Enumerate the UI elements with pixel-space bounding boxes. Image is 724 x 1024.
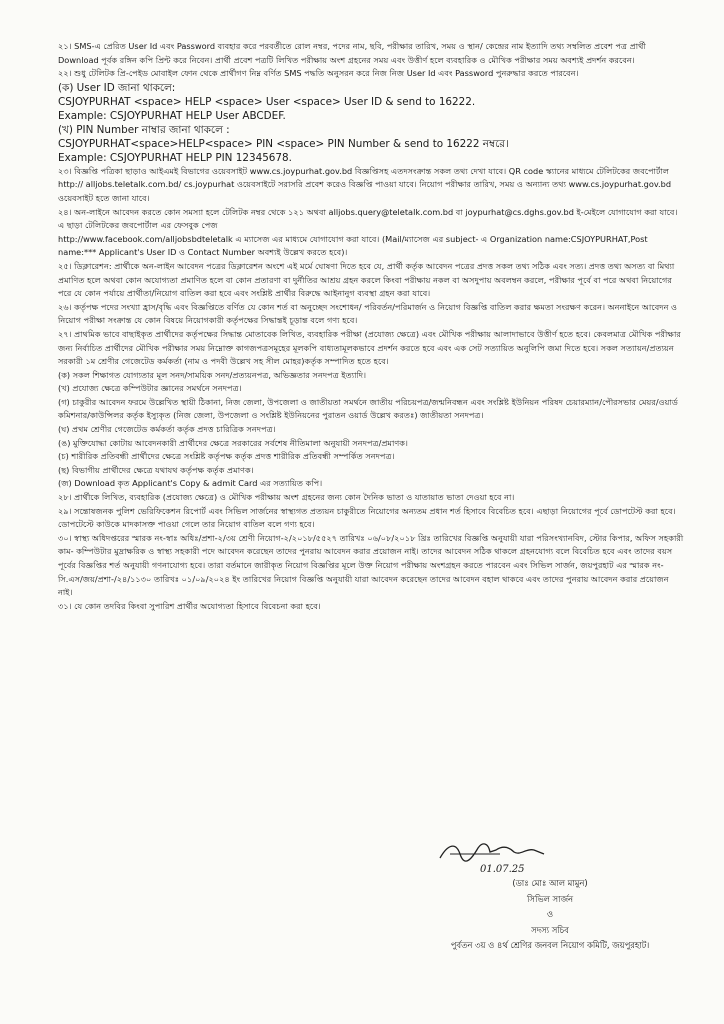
- user-id-heading: (ক) User ID জানা থাকলে:: [58, 81, 176, 94]
- doc-item-ga: (গ) চাকুরীর আবেদন ফরমে উল্লেখিত স্থায়ী ঠিকানা, নিজ জেলা, উপজেলা ও জাতীয়তা সমর্থনে জাতীয় পরিচয়পত্র/জন্মনিবন্ধন এবং সংশ্লিষ্ট ইউনিয়ন পরিষদ চেয়ারম্যান/পৌরসভার মেয়র/ওয়ার্ড কমিশনার/কাউন্সিলর কর্তৃক ইস্যুকৃত (নিজ জেলা, উপজেলা ও সংশ্লিষ্ট ইউনিয়নের পুরাতন ওয়ার্ড উল্লেখ করতঃ) জাতীয়তা সনদপত্র।: [58, 396, 678, 421]
- doc-item-uma: (ঙ) মুক্তিযোদ্ধা কোটায় আবেদনকারী প্রার্থীদের ক্ষেত্রে সরকারের সর্বশেষ নীতিমালা অনুযায়ী সনদপত্র/প্রমাণক।: [58, 437, 408, 448]
- document-body: [58, 40, 684, 613]
- doc-item-kha: (খ) প্রযোজ্য ক্ষেত্রে কম্পিউটার জ্ঞানের সমর্থনে সনদপত্র।: [58, 383, 242, 394]
- clause-25: ২৫। ডিক্লারেশন: প্রার্থীকে অন-লাইন আবেদন পত্রের ডিক্লারেশন অংশে এই মর্মে ঘোষণা দিতে হবে যে, প্রার্থী কর্তৃক আবেদন পত্রের প্রদত্ত সকল তথ্য সঠিক এবং সত্য। প্রদত্ত তথ্য অসত্য বা মিথ্যা প্রমাণিত হলে অথবা কোন অযোগ্যতা প্রমাণিত হলে বা কোন প্রতারণা বা দুর্নীতির আশ্রয় গ্রহন করলে কিংবা পরীক্ষায় নকল বা অসদুপায় অবলম্বন করলে, পরীক্ষার পূর্বে বা পরে অথবা নিয়োগের পরে যে কোন পর্যায়ে প্রার্থীতা/নিয়োগ বাতিল করা হবে এবং সংশ্লিষ্ট প্রার্থীর বিরুদ্ধে আইনানুগ ব্যবস্থা গ্রহন করা যাবে।: [58, 260, 675, 299]
- doc-item-gha: (ঘ) প্রথম শ্রেণীর গেজেটেড কর্মকর্তা কর্তৃক প্রদত্ত চারিত্রিক সনদপত্র।: [58, 424, 276, 435]
- clause-30: ৩০। স্বাস্থ্য অধিদপ্তরের স্মারক নং-স্বাঃ অধিঃ/প্রশা-২/৩য় শ্রেণী নিয়োগ-২/২০১৮/৫৫২৭ তারিখঃ ০৬/০৮/২০১৮ খ্রিঃ তারিখের বিজ্ঞপ্তি অনুযায়ী যারা পরিসংখ্যানবিদ, স্টোর কিপার, অফিস সহকারী কাম- কম্পিউটার মুদ্রাক্ষরিক ও স্বাস্থ্য সহকারী পদে আবেদন করেছেন তাদের পুনরায় আবেদন করার প্রয়োজন নাই। তাদের আবেদন সঠিক থাকলে গ্রহনযোগ্য বলে বিবেচিত হবে এবং তাদের বয়স পূর্বের বিজ্ঞপ্তির শর্ত অনুযায়ী গণনাযোগ্য হবে। তারা বর্তমানে জারীকৃত নিয়োগ বিজ্ঞপ্তির মূলে উক্ত নিয়োগ পরীক্ষায় অংশগ্রহন করতে পারবেন এবং সিভিল সার্জন, জয়পুরহাট এর স্মারক নং-সি.এস/জয়/প্রশা-/২৪/১১৩০ তারিখঃ ০১/০৯/২০২৪ ইং তারিখের নিয়োগ বিজ্ঞপ্তি অনুযায়ী যারা আবেদন করেছেন তাদের আবেদন বহাল থাকবে এবং তাদের পুনরায় আবেদন করার প্রয়োজন নাই।: [58, 532, 684, 598]
- clause-24-facebook: http://www.facebook.com/alljobsbdteletalk এ ম্যাসেজ এর মাধ্যমে যোগাযোগ করা যাবে। (Mail/ম্যাসেজ এর subject- এ Organization name:CSJOYPURHAT,Post name:*** Applicant's User ID ও Contact Number অবশ্যই উল্লেখ করতে হবে)।: [58, 233, 648, 258]
- clause-27: ২৭। প্রাথমিক ভাবে বাছাইকৃত প্রার্থীদের কর্তৃপক্ষের সিদ্ধান্ত মোতাবেক লিখিত, ব্যবহারিক পরীক্ষা (প্রযোজ্য ক্ষেত্রে) এবং মৌখিক পরীক্ষায় আলাদাভাবে উত্তীর্ণ হতে হবে। কেবলমাত্র মৌখিক পরীক্ষার জন্য নির্বাচিত প্রার্থীদের মৌখিক পরীক্ষার সময় নিম্নোক্ত কাগজপত্রসমূহের মূলকপি বাধ্যতামূলকভাবে প্রদর্শন করতে হবে এবং এক সেট সত্যায়িত অনুলিপি জমা দিতে হবে। সকল সত্যায়ন/প্রত্যয়ন সরকারী ১ম শ্রেণীর গেজেটেড কর্মকর্তা (নাম ও পদবী উল্লেখ সহ সীল মোহর)কর্তৃক সম্পাদিত হতে হবে।: [58, 328, 681, 367]
- signature-date: 01.07.25: [480, 864, 525, 875]
- signatory-and: ও: [546, 909, 554, 919]
- clause-24: ২৪। অন-লাইনে আবেদন করতে কোন সমস্যা হলে টেলিটক নম্বর থেকে ১২১ অথবা alljobs.query@teletalk.com.bd বা joypurhat@cs.dghs.gov.bd ই-মেইলে যোগাযোগ করা যাবে। এ ছাড়া টেলিটকের জবপোর্টাল এর ফেসবুক পেজ: [58, 206, 678, 231]
- pin-example: Example: CSJOYPURHAT HELP PIN 12345678.: [58, 151, 292, 164]
- signatory-role: সদস্য সচিব: [531, 924, 569, 935]
- pin-command: CSJOYPURHAT<space>HELP<space> PIN <space> PIN Number & send to 16222 নম্বরে।: [58, 137, 509, 150]
- clause-22: ২২। শুধু টেলিটক প্রি-পেইড মোবাইল ফোন থেকে প্রার্থীগণ নিম্ন বর্ণিত SMS পদ্ধতি অনুসরন করে নিজ নিজ User Id এবং Password পুনরুদ্ধার করতে পারবেন।: [58, 68, 579, 79]
- user-id-command: CSJOYPURHAT <space> HELP <space> User <space> User ID & send to 16222.: [58, 95, 476, 108]
- signatory-name: (ডাঃ মোঃ আল মামুন): [512, 878, 588, 888]
- clause-31: ৩১। যে কোন তদবির কিংবা সুপারিশ প্রার্থীর অযোগ্যতা হিসাবে বিবেচনা করা হবে।: [58, 600, 321, 611]
- clause-21: ২১। SMS-এ প্রেরিত User Id এবং Password ব্যবহার করে পরবর্তীতে রোল নম্বর, পদের নাম, ছবি, পরীক্ষার তারিখ, সময় ও স্থান/ কেন্দ্রের নাম ইত্যাদি তথ্য সম্বলিত প্রবেশ পত্র প্রার্থী Download পূর্বক রঙ্গিন কপি প্রিন্ট করে নিবেন। প্রার্থী প্রবেশ পত্রটি লিখিত পরীক্ষায় অংশ গ্রহনের সময় এবং উত্তীর্ণ হলে ব্যবহারিক ও মৌখিক পরীক্ষার সময় অবশ্যই প্রদর্শন করবেন।: [58, 41, 646, 65]
- pin-heading: (খ) PIN Number নাম্বার জানা থাকলে :: [58, 123, 230, 136]
- doc-item-cha: (চ) শারীরিক প্রতিবন্ধী প্রার্থীদের ক্ষেত্রে সংশ্লিষ্ট কর্তৃপক্ষ কর্তৃক প্রদত্ত শারীরিক প্রতিবন্ধী সম্পর্কিত সনদপত্র।: [58, 451, 395, 462]
- doc-item-ja: (জ) Download কৃত Applicant's Copy & admit Card এর সত্যায়িত কপি।: [58, 478, 323, 489]
- clause-28: ২৮। প্রার্থীকে লিখিত, ব্যবহারিক (প্রযোজ্য ক্ষেত্রে) ও মৌখিক পরীক্ষায় অংশ গ্রহনের জন্য কোন দৈনিক ভাতা ও যাতায়াত ভাতা দেওয়া হবে না।: [58, 492, 515, 503]
- doc-item-chha: (ছ) বিভাগীয় প্রার্থীদের ক্ষেত্রে যথাযথ কর্তৃপক্ষ কর্তৃক প্রমাণক।: [58, 464, 254, 475]
- doc-item-ka: (ক) সকল শিক্ষাগত যোগ্যতার মূল সনদ/সাময়িক সনদ/প্রত্যয়নপত্র, অভিজ্ঞতার সনদপত্র ইত্যাদি।: [58, 369, 367, 380]
- clause-29: ২৯। সন্তোষজনক পুলিশ ভেরিফিকেশন রিপোর্ট এবং সিভিল সার্জনের স্বাস্থ্যগত প্রত্যয়ন চাকুরীতে নিয়োগের অন্যতম প্রধান শর্ত হিসাবে বিবেচিত হবে। এছাড়া নিয়োগের পূর্বে ডোপটেস্ট করা হবে। ডোপটেস্টে কাউকে মাদকাসক্ত পাওয়া গেলে তার নিয়োগ বাতিল বলে গণ্য হবে।: [58, 505, 676, 530]
- signatory-committee: পুর্বতন ৩য় ও ৪র্থ শ্রেণির জনবল নিয়োগ কমিটি, জয়পুরহাট।: [450, 940, 650, 950]
- clause-26: ২৬। কর্তৃপক্ষ পদের সংখ্যা হ্রাস/বৃদ্ধি এবং বিজ্ঞপ্তিতে বর্ণিত যে কোন শর্ত বা অনুচ্ছেদ সংশোধন/ পরিবর্তন/পরিমার্জন ও নিয়োগ বিজ্ঞপ্তি বাতিল করার ক্ষমতা সংরক্ষণ করেন। অননাইনে আবেদন ও নিয়োগ পরীক্ষা সংক্রান্ত যে কোন বিষয়ে নিয়োগকারী কর্তৃপক্ষের সিদ্ধান্তই চূড়ান্ত বলে গণ্য হবে।: [58, 301, 678, 326]
- clause-23: ২৩। বিজ্ঞপ্তি পত্রিকা ছাড়াও আইএমই বিভাগের ওয়েবসাইট www.cs.joypurhat.gov.bd বিজ্ঞপ্তিসহ এতদসংক্রান্ত সকল তথ্য দেখা যাবে। QR code স্ক্যানের মাধ্যমে টেলিটকের জবপোর্টাল http:// alljobs.teletalk.com.bd/ cs.joypurhat ওয়েবসাইটে সরাসরি প্রবেশ করেও বিজ্ঞপ্তি পাওয়া যাবে। নিয়োগ পরীক্ষার তারিখ, সময় ও অন্যান্য তথ্য www.cs.joypurhat.gov.bd ওয়েবসাইট হতে জানা যাবে।: [58, 165, 672, 203]
- signatory-designation: সিভিল সার্জন: [527, 893, 573, 904]
- user-id-example: Example: CSJOYPURHAT HELP User ABCDEF.: [58, 109, 286, 122]
- signature-block: [400, 876, 700, 954]
